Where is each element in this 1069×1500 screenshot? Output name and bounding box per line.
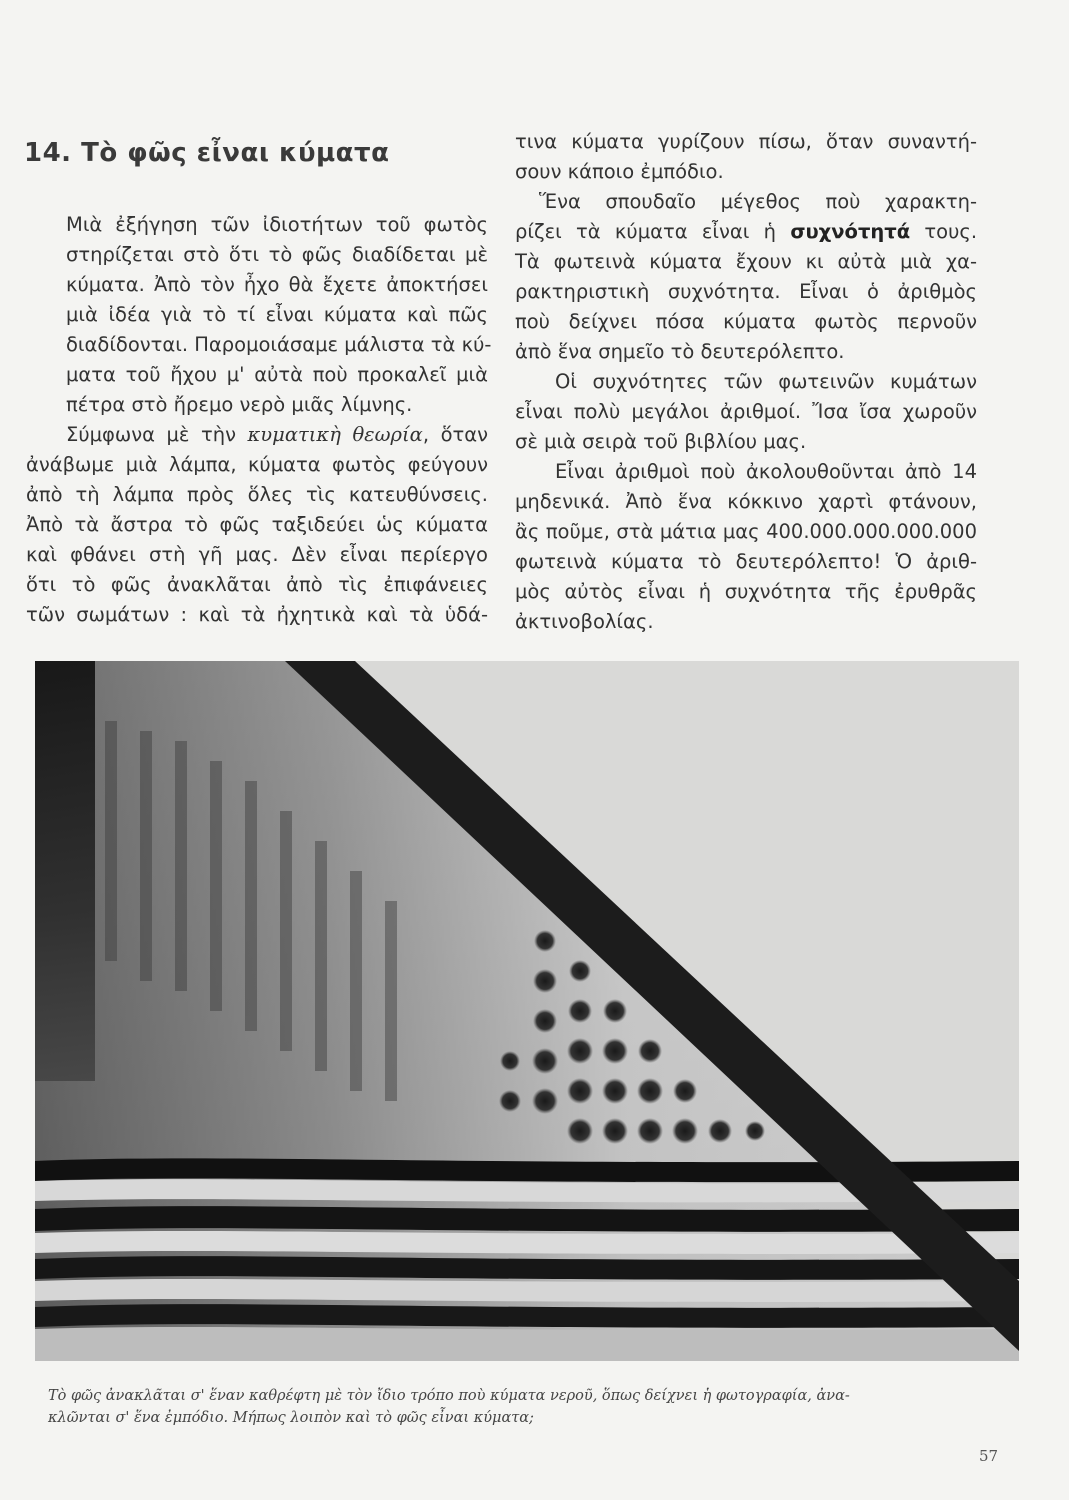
paragraph-2 [515, 367, 977, 457]
paragraph-0 [515, 127, 977, 187]
right-text-column [515, 127, 977, 637]
text-line: ποὺ δείχνει πόσα κύματα φωτὸς περνοῦν [515, 310, 977, 333]
text-run: τους. [910, 220, 978, 243]
text-line: ματα τοῦ ἤχου μ' αὐτὰ ποὺ προκαλεῖ μιὰ [66, 363, 488, 386]
text-line: ὅτι τὸ φῶς ἀνακλᾶται ἀπὸ τὶς ἐπιφάνειες [26, 573, 488, 596]
text-line: τινα κύματα γυρίζουν πίσω, ὅταν συναντή- [515, 130, 977, 153]
text-line: Εἶναι ἀριθμοὶ ποὺ ἀκολουθοῦνται ἀπὸ 14 [555, 460, 977, 483]
text-line: Ἀπὸ τὰ ἄστρα τὸ φῶς ταξιδεύει ὡς κύματα [26, 513, 488, 536]
text-line: μηδενικά. Ἀπὸ ἕνα κόκκινο χαρτὶ φτάνουν, [515, 490, 977, 513]
text-line: εἶναι πολὺ μεγάλοι ἀριθμοί. Ἴσα ἴσα χωροῦν [515, 400, 977, 423]
text-line: ἀνάβωμε μιὰ λάμπα, κύματα φωτὸς φεύγουν [26, 453, 488, 476]
figure-caption [48, 1385, 1018, 1429]
text-line: κύματα. Ἀπὸ τὸν ἦχο θὰ ἔχετε ἀποκτήσει [66, 273, 488, 296]
left-text-column [26, 210, 492, 630]
text-run: Σύμφωνα μὲ τὴν [66, 423, 248, 446]
paragraph-1 [515, 187, 977, 367]
section-title: 14. Τὸ φῶς εἶναι κύματα [24, 138, 390, 168]
text-line: Ἕνα σπουδαῖο μέγεθος ποὺ χαρακτη- [539, 190, 977, 213]
caption-line: κλῶνται σ' ἕνα ἐμπόδιο. Μήπως λοιπὸν καὶ τὸ φῶς εἶναι κύματα; [48, 1410, 534, 1426]
text-line: Τὰ φωτεινὰ κύματα ἔχουν κι αὐτὰ μιὰ χα- [515, 250, 977, 273]
text-line: ἀκτινοβολίας. [515, 610, 654, 633]
text-line: μιὰ ἰδέα γιὰ τὸ τί εἶναι κύματα καὶ πῶς [66, 303, 488, 326]
emphasis-term: κυματικὴ θεωρία [247, 423, 423, 446]
text-line: σὲ μιὰ σειρὰ τοῦ βιβλίου μας. [515, 430, 807, 453]
paragraph-1 [26, 210, 492, 420]
text-line: τῶν σωμάτων : καὶ τὰ ἠχητικὰ καὶ τὰ ὑδά- [26, 603, 488, 626]
text-line [515, 217, 977, 247]
text-line: στηρίζεται στὸ ὅτι τὸ φῶς διαδίδεται μὲ [66, 243, 488, 266]
text-line [26, 420, 488, 450]
text-line: πέτρα στὸ ἤρεμο νερὸ μιᾶς λίμνης. [66, 393, 413, 416]
text-line: ἂς ποῦμε, στὰ μάτια μας 400.000.000.000.000 [515, 520, 977, 543]
text-line: καὶ φθάνει στὴ γῆ μας. Δὲν εἶναι περίεργο [26, 543, 488, 566]
text-line: μὸς αὐτὸς εἶναι ἡ συχνότητα τῆς ἐρυθρᾶς [515, 580, 977, 603]
text-run: , ὅταν [422, 423, 488, 446]
text-run: ρίζει τὰ κύματα εἶναι ἡ [515, 220, 791, 243]
text-line: ρακτηριστικὴ συχνότητα. Εἶναι ὁ ἀριθμὸς [515, 280, 977, 303]
text-line: ἀπὸ ἕνα σημεῖο τὸ δευτερόλεπτο. [515, 340, 845, 363]
text-line: σουν κάποιο ἐμπόδιο. [515, 160, 724, 183]
page-number: 57 [979, 1447, 999, 1465]
text-line: Οἱ συχνότητες τῶν φωτεινῶν κυμάτων [555, 370, 977, 393]
paragraph-3 [515, 457, 977, 637]
text-line: ἀπὸ τὴ λάμπα πρὸς ὅλες τὶς κατευθύνσεις. [26, 483, 488, 506]
paragraph-2 [26, 420, 488, 630]
wave-reflection-photo [35, 661, 1019, 1361]
caption-line: Τὸ φῶς ἀνακλᾶται σ' ἕναν καθρέφτη μὲ τὸν ἴδιο τρόπο ποὺ κύματα νεροῦ, ὅπως δείχνει ἡ φωτογραφία, ἀνα- [48, 1388, 850, 1404]
text-line: διαδίδονται. Παρομοιάσαμε μάλιστα τὰ κύ- [66, 333, 492, 356]
text-line: φωτεινὰ κύματα τὸ δευτερόλεπτο! Ὁ ἀριθ- [515, 550, 977, 573]
text-line: Μιὰ ἐξήγηση τῶν ἰδιοτήτων τοῦ φωτὸς [66, 213, 488, 236]
emphasis-term: συχνότητά [790, 220, 911, 243]
